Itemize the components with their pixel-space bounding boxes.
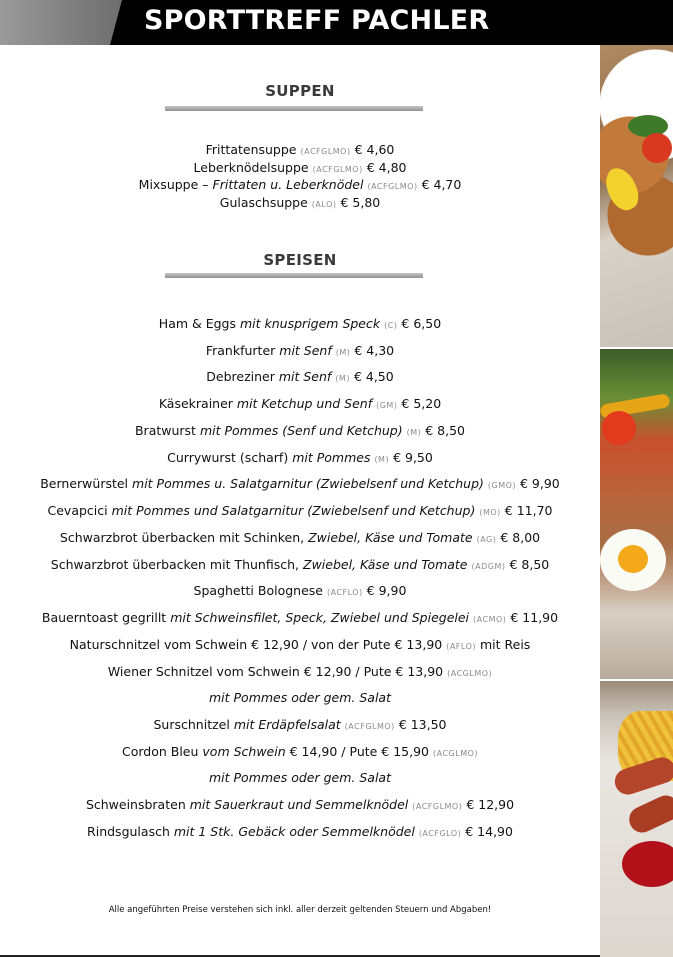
menu-item: Cevapcici mit Pommes und Salatgarnitur (Zwiebelsenf und Ketchup) (MO) € 11,70 bbox=[47, 503, 553, 518]
menu-item: Cordon Bleu vom Schwein € 14,90 / Pute € 15,90 (ACGLMO) bbox=[121, 744, 479, 759]
sausage-fries-photo bbox=[600, 681, 673, 957]
section-title-suppen: SUPPEN bbox=[265, 82, 335, 100]
item-description: mit Schweinsfilet, Speck, Zwiebel und Spiegelei bbox=[170, 610, 470, 625]
item-description: mit Pommes oder gem. Salat bbox=[208, 770, 391, 785]
allergen-code: (ACFGLO) bbox=[418, 829, 462, 838]
price: € 4,70 bbox=[421, 177, 462, 192]
item-description: vom Schwein bbox=[202, 744, 286, 759]
item-description: mit knusprigem Speck bbox=[240, 316, 381, 331]
price: € 11,90 bbox=[510, 610, 559, 625]
allergen-code: (M) bbox=[335, 348, 351, 357]
allergen-code: (ACGLMO) bbox=[447, 669, 493, 678]
menu-item: Schwarzbrot überbacken mit Thunfisch, Zwiebel, Käse und Tomate (ADGM) € 8,50 bbox=[50, 557, 550, 572]
allergen-code: (ADGM) bbox=[471, 562, 506, 571]
menu-item: Bauerntoast gegrillt mit Schweinsfilet, Speck, Zwiebel und Spiegelei (ACMO) € 11,90 bbox=[41, 610, 559, 625]
menu-item: Ham & Eggs mit knusprigem Speck (C) € 6,50 bbox=[158, 316, 442, 331]
allergen-code: (M) bbox=[335, 374, 350, 383]
price-disclaimer: Alle angeführten Preise verstehen sich inkl. aller derzeit geltenden Steuern und Abgaben! bbox=[108, 905, 492, 915]
menu-item: Leberknödelsuppe (ACFGLMO) € 4,80 bbox=[193, 160, 407, 175]
allergen-code: (M) bbox=[406, 428, 422, 437]
price: € 5,20 bbox=[401, 396, 442, 411]
allergen-code: (ACFLO) bbox=[326, 588, 363, 597]
menu-item: Wiener Schnitzel vom Schwein € 12,90 / Pute € 13,90 (ACGLMO) bbox=[107, 664, 493, 679]
price: mit Reis bbox=[479, 637, 531, 652]
menu-item: Naturschnitzel vom Schwein € 12,90 / von der Pute € 13,90 (AFLO) mit Reis bbox=[69, 637, 531, 652]
price: € 8,00 bbox=[500, 530, 541, 545]
price: € 8,50 bbox=[425, 423, 466, 438]
menu-item: Gulaschsuppe (ALO) € 5,80 bbox=[219, 195, 381, 210]
allergen-code: (ACMO) bbox=[473, 615, 507, 624]
menu-content bbox=[0, 45, 600, 957]
restaurant-title: SPORTTREFF PACHLER bbox=[144, 5, 490, 36]
menu-item: Schweinsbraten mit Sauerkraut und Semmelknödel (ACFGLMO) € 12,90 bbox=[85, 797, 515, 812]
menu-item-side bbox=[0, 770, 600, 785]
menu-item: Mixsuppe – Frittaten u. Leberknödel (ACFGLMO) € 4,70 bbox=[138, 177, 462, 192]
price: € 8,50 bbox=[509, 557, 550, 572]
menu-item: Surschnitzel mit Erdäpfelsalat (ACFGLMO) € 13,50 bbox=[153, 717, 447, 732]
header-bar bbox=[0, 0, 673, 45]
price: € 14,90 / Pute € 15,90 bbox=[289, 744, 430, 759]
allergen-code: (ACGLMO) bbox=[433, 749, 479, 758]
item-description: Zwiebel, Käse und Tomate bbox=[303, 557, 468, 572]
price: € 13,50 bbox=[398, 717, 447, 732]
price: € 14,90 bbox=[465, 824, 513, 839]
allergen-code: (AG) bbox=[476, 535, 497, 544]
allergen-code: (ACFGLMO) bbox=[412, 802, 463, 811]
item-description: mit Pommes und Salatgarnitur (Zwiebelsenf und Ketchup) bbox=[111, 503, 476, 518]
item-description: mit Sauerkraut und Semmelknödel bbox=[189, 797, 409, 812]
price: € 4,30 bbox=[354, 343, 395, 358]
item-description: mit Senf bbox=[278, 369, 332, 384]
menu-item: Schwarzbrot überbacken mit Schinken, Zwiebel, Käse und Tomate (AG) € 8,00 bbox=[59, 530, 541, 545]
allergen-code: (MO) bbox=[479, 508, 501, 517]
ham-and-eggs-photo bbox=[600, 349, 673, 679]
menu-item: Bratwurst mit Pommes (Senf und Ketchup) (M) € 8,50 bbox=[134, 423, 466, 438]
allergen-code: (ALO) bbox=[311, 200, 337, 209]
allergen-code: (C) bbox=[384, 321, 398, 330]
allergen-code: (ACFGLMO) bbox=[312, 165, 363, 174]
price: € 4,60 bbox=[354, 142, 395, 157]
menu-item: Bernerwürstel mit Pommes u. Salatgarnitur (Zwiebelsenf und Ketchup) (GMO) € 9,90 bbox=[40, 476, 560, 491]
price: € 9,50 bbox=[393, 450, 433, 465]
allergen-code: (GMO) bbox=[487, 481, 517, 490]
price: € 9,90 bbox=[520, 476, 560, 491]
allergen-code: (GM) bbox=[376, 401, 398, 410]
item-description: mit 1 Stk. Gebäck oder Semmelknödel bbox=[173, 824, 415, 839]
allergen-code: (ACFGLMO) bbox=[367, 182, 418, 191]
price: € 9,90 bbox=[366, 583, 407, 598]
price: € 5,80 bbox=[340, 195, 381, 210]
price: € 6,50 bbox=[401, 316, 442, 331]
item-description: mit Pommes (Senf und Ketchup) bbox=[199, 423, 403, 438]
section-divider bbox=[165, 273, 423, 278]
menu-item: Rindsgulasch mit 1 Stk. Gebäck oder Semmelknödel (ACFGLO) € 14,90 bbox=[87, 824, 513, 839]
food-photo-strip bbox=[600, 45, 673, 957]
item-description: mit Senf bbox=[279, 343, 332, 358]
item-description: Zwiebel, Käse und Tomate bbox=[308, 530, 473, 545]
section-title-speisen: SPEISEN bbox=[263, 251, 337, 269]
item-description: Frittaten u. Leberknödel bbox=[212, 177, 364, 192]
allergen-code: (ACFGLMO) bbox=[300, 147, 351, 156]
price: € 4,80 bbox=[366, 160, 407, 175]
header-accent bbox=[0, 0, 122, 45]
menu-item: Frankfurter mit Senf (M) € 4,30 bbox=[205, 343, 395, 358]
menu-item-side bbox=[0, 690, 600, 705]
menu-item: Spaghetti Bolognese (ACFLO) € 9,90 bbox=[193, 583, 407, 598]
menu-item: Debreziner mit Senf (M) € 4,50 bbox=[206, 369, 394, 384]
price: € 11,70 bbox=[504, 503, 553, 518]
section-divider bbox=[165, 106, 423, 111]
item-description: mit Pommes u. Salatgarnitur (Zwiebelsenf und Ketchup) bbox=[132, 476, 484, 491]
schnitzel-photo bbox=[600, 45, 673, 347]
allergen-code: (ACFGLMO) bbox=[344, 722, 395, 731]
allergen-code: (AFLO) bbox=[446, 642, 476, 651]
price: € 4,50 bbox=[353, 369, 394, 384]
price: € 12,90 bbox=[466, 797, 515, 812]
item-description: mit Pommes bbox=[292, 450, 371, 465]
menu-item: Frittatensuppe (ACFGLMO) € 4,60 bbox=[205, 142, 395, 157]
allergen-code: (M) bbox=[374, 455, 390, 464]
item-description: mit Pommes oder gem. Salat bbox=[208, 690, 391, 705]
item-description: mit Erdäpfelsalat bbox=[233, 717, 341, 732]
menu-item: Käsekrainer mit Ketchup und Senf (GM) € 5,20 bbox=[158, 396, 442, 411]
menu-item: Currywurst (scharf) mit Pommes (M) € 9,50 bbox=[167, 450, 433, 465]
item-description: mit Ketchup und Senf bbox=[236, 396, 373, 411]
